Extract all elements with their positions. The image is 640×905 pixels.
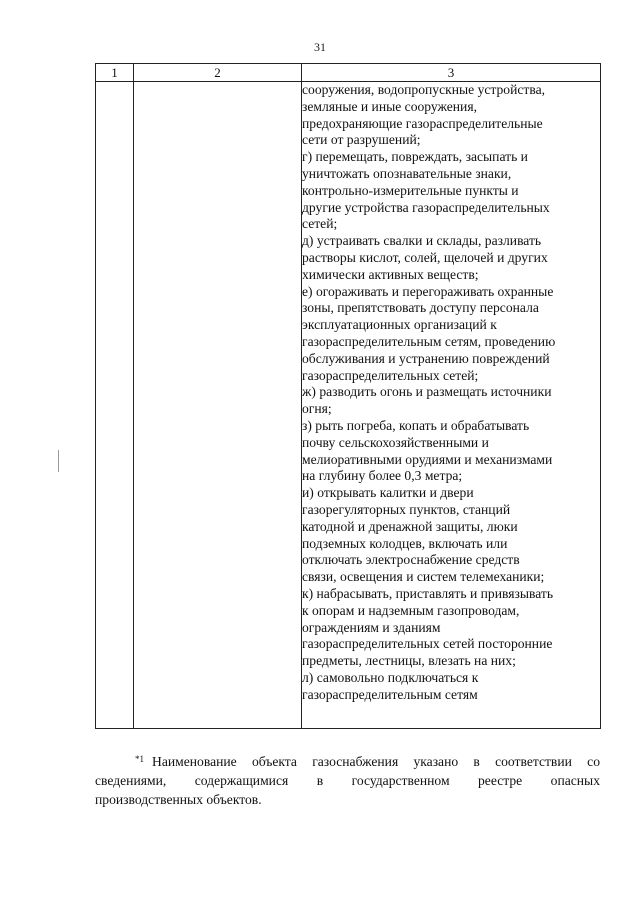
cell-text-line: сооружения, водопропускные устройства,	[302, 82, 546, 97]
cell-text-line: отключать электроснабжение средств	[302, 552, 520, 568]
column-header-3: 3	[302, 64, 601, 82]
cell-text-line: ж) разводить огонь и размещать источники	[302, 384, 552, 400]
cell-text-line: газораспределительных сетей;	[302, 367, 479, 383]
cell-text-line: другие устройства газораспределительных	[302, 199, 550, 215]
cell-text-line: почву сельскохозяйственными и	[302, 434, 489, 450]
cell-text-line: г) перемещать, повреждать, засыпать и	[302, 149, 528, 165]
cell-text-line: катодной и дренажной защиты, люки	[302, 518, 518, 534]
page-number: 31	[314, 40, 326, 54]
document-table	[95, 63, 601, 729]
cell-text-line: д) устраивать свалки и склады, разливать	[302, 233, 542, 249]
footnote-line-2: сведениями, содержащимися в государственном реестре опасных	[95, 773, 600, 788]
cell-text-line: эксплуатационных организаций к	[302, 317, 497, 333]
cell-text-line: газораспределительных сетей посторонние	[302, 636, 553, 652]
cell-text-line: химически активных веществ;	[302, 266, 479, 282]
cell-text-line: е) огораживать и перегораживать охранные	[302, 283, 554, 299]
cell-text-line: подземных колодцев, включать или	[302, 535, 508, 551]
footnote	[95, 752, 600, 809]
cell-text-line: зоны, препятствовать доступу персонала	[302, 300, 539, 316]
table-row	[96, 82, 601, 729]
cell-text-line: растворы кислот, солей, щелочей и других	[302, 249, 548, 265]
cell-text-line: и) открывать калитки и двери	[302, 485, 474, 501]
cell-text-line: з) рыть погреба, копать и обрабатывать	[302, 417, 530, 433]
scan-artifact-mark	[58, 450, 59, 472]
cell-text-line: уничтожать опознавательные знаки,	[302, 165, 512, 181]
table-cell-column-2	[134, 82, 302, 729]
cell-text-line: предохраняющие газораспределительные	[302, 115, 543, 131]
footnote-marker: *1	[135, 754, 144, 764]
cell-text-line: на глубину более 0,3 метра;	[302, 468, 463, 484]
cell-text-line: л) самовольно подключаться к	[302, 669, 479, 685]
cell-text-line: сетей;	[302, 216, 338, 232]
footnote-line-3: производственных объектов.	[95, 792, 262, 807]
footnote-line-1	[95, 752, 600, 771]
column-header-2: 2	[134, 64, 302, 82]
table-header-row	[96, 64, 601, 82]
table-cell-column-1	[96, 82, 134, 729]
cell-text-line: контрольно-измерительные пункты и	[302, 182, 519, 198]
cell-text-line: обслуживания и устранению повреждений	[302, 350, 550, 366]
cell-text-line: ограждениям и зданиям	[302, 619, 441, 635]
footnote-text: Наименование объекта газоснабжения указано в соответствии со	[152, 754, 600, 769]
cell-text-line: огня;	[302, 401, 332, 417]
cell-text-line: газорегуляторных пунктов, станций	[302, 501, 511, 517]
cell-text-line: мелиоративными орудиями и механизмами	[302, 451, 553, 467]
column-header-1: 1	[96, 64, 134, 82]
cell-text-line: земляные и иные сооружения,	[302, 98, 477, 114]
table-cell-column-3	[302, 82, 601, 729]
cell-text-line: предметы, лестницы, влезать на них;	[302, 653, 516, 669]
cell-text-line: газораспределительным сетям	[302, 686, 478, 702]
cell-text-line: к) набрасывать, приставлять и привязывать	[302, 585, 554, 601]
cell-text-line: связи, освещения и систем телемеханики;	[302, 569, 545, 585]
cell-text-line: газораспределительным сетям, проведению	[302, 333, 556, 349]
cell-text-line: сети от разрушений;	[302, 132, 421, 148]
cell-text-line: к опорам и надземным газопроводам,	[302, 602, 520, 618]
